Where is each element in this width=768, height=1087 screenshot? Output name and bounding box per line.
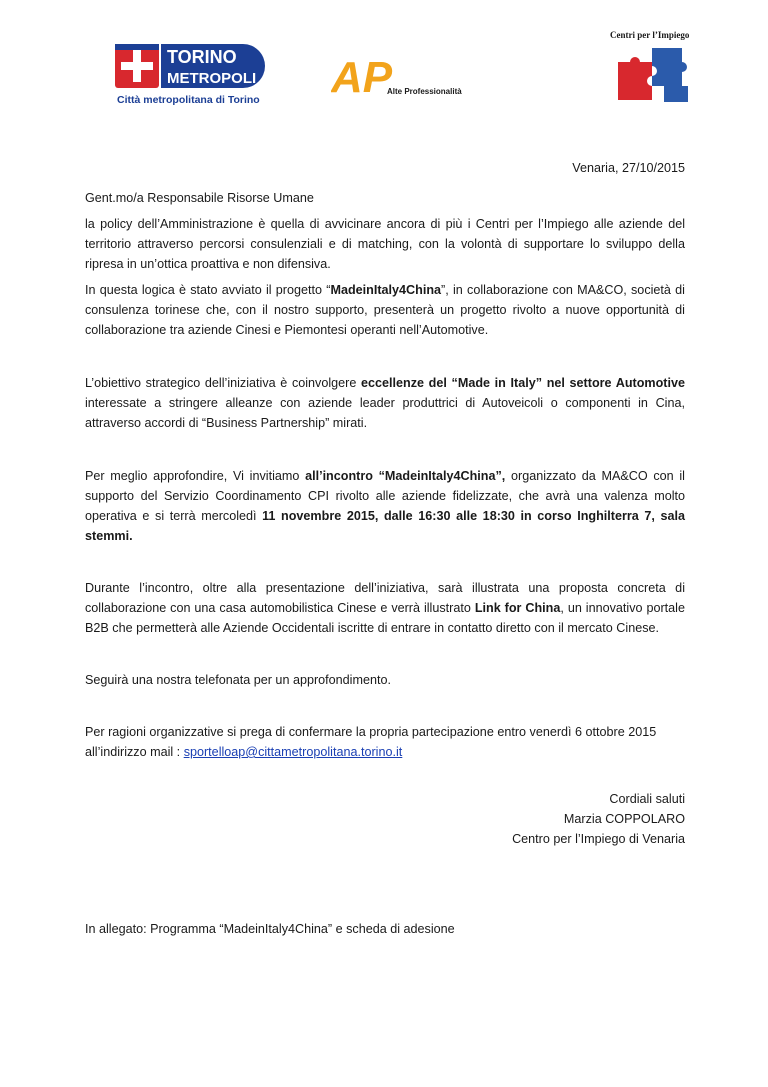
- closing-greeting: Cordiali saluti: [609, 792, 685, 806]
- project-name: MadeinItaly4China: [330, 283, 442, 297]
- torino-logo-line2: METROPOLI: [167, 70, 257, 87]
- centri-impiego-logo: [608, 28, 708, 104]
- letter-salutation: Gent.mo/a Responsabile Risorse Umane: [85, 191, 314, 205]
- signer-office: Centro per l’Impiego di Venaria: [512, 832, 685, 846]
- torino-flag-icon: [115, 44, 159, 88]
- ap-logo-mark: AP: [331, 53, 393, 100]
- paragraph-project: In questa logica è stato avviato il progetto “MadeinItaly4China”, in collaborazione con MA&CO, società di consulenza torinese che, con il nostro supporto, presenterà un progetto rivolto a nuove opportunità di collaborazione tra aziende Cinesi e Piemontesi operanti nell’Automotive.: [85, 283, 685, 337]
- contact-email-link[interactable]: sportelloap@cittametropolitana.torino.it: [183, 745, 403, 759]
- torino-logo-line1: TORINO: [167, 47, 237, 67]
- signer-name: Marzia COPPOLARO: [563, 812, 685, 826]
- event-datetime-location: 11 novembre 2015, dalle 16:30 alle 18:30 in corso Inghilterra 7, sala stemmi.: [85, 509, 685, 543]
- paragraph-policy: la policy dell’Amministrazione è quella di avvicinare ancora di più i Centri per l’Impiego alle aziende del territorio attraverso percorsi consulenziali e di matching, con la volontà di supportare lo sviluppo della ripresa in un’ottica proattiva e non difensiva.: [85, 217, 685, 271]
- attachment-note: In allegato: Programma “MadeinItaly4China” e scheda di adesione: [85, 922, 455, 936]
- letter-date: Venaria, 27/10/2015: [572, 161, 685, 175]
- torino-logo-subtitle: Città metropolitana di Torino: [117, 94, 260, 106]
- paragraph-meeting: Durante l’incontro, oltre alla presentazione dell’iniziativa, sarà illustrata una proposta concreta di collaborazione con una casa automobilistica Cinese e verrà illustrato Link for China, un innovativo portale B2B che permetterà alle Aziende Occidentali iscritte di entrare in contatto diretto con il mercato Cinese.: [85, 581, 685, 635]
- ap-logo: [331, 52, 471, 100]
- paragraph-confirmation: Per ragioni organizzative si prega di confermare la propria partecipazione entro venerdì 6 ottobre 2015 all’indirizzo mail : sportelloap@cittametropolitana.torino.it: [85, 725, 657, 759]
- portal-name: Link for China: [474, 601, 561, 615]
- letter-body: [85, 158, 685, 939]
- paragraph-followup: Seguirà una nostra telefonata per un approfondimento.: [85, 673, 391, 687]
- cpi-logo-title: Centri per l’Impiego: [610, 30, 690, 40]
- torino-metropoli-logo: [115, 42, 267, 106]
- header-logos: [0, 0, 768, 120]
- objective-highlight: eccellenze del “Made in Italy” nel settore Automotive: [361, 376, 685, 390]
- paragraph-invitation: Per meglio approfondire, Vi invitiamo all’incontro “MadeinItaly4China”, organizzato da MA&CO con il supporto del Servizio Coordinamento CPI rivolto alle aziende fidelizzate, che avrà una valenza molto operativa e si terrà mercoledì 11 novembre 2015, dalle 16:30 alle 18:30 in corso Inghilterra 7, sala stemmi.: [85, 469, 685, 543]
- letter-closing: [85, 789, 685, 849]
- puzzle-icon: [618, 48, 688, 102]
- paragraph-objective: L’obiettivo strategico dell’iniziativa è coinvolgere eccellenze del “Made in Italy” nel settore Automotive interessate a stringere alleanze con aziende leader produttrici di Autoveicoli o componenti in Cina, attraverso accordi di “Business Partnership” mirati.: [85, 376, 685, 430]
- ap-logo-tagline: Alte Professionalità: [387, 87, 462, 96]
- event-name: all’incontro “MadeinItaly4China”,: [305, 469, 506, 483]
